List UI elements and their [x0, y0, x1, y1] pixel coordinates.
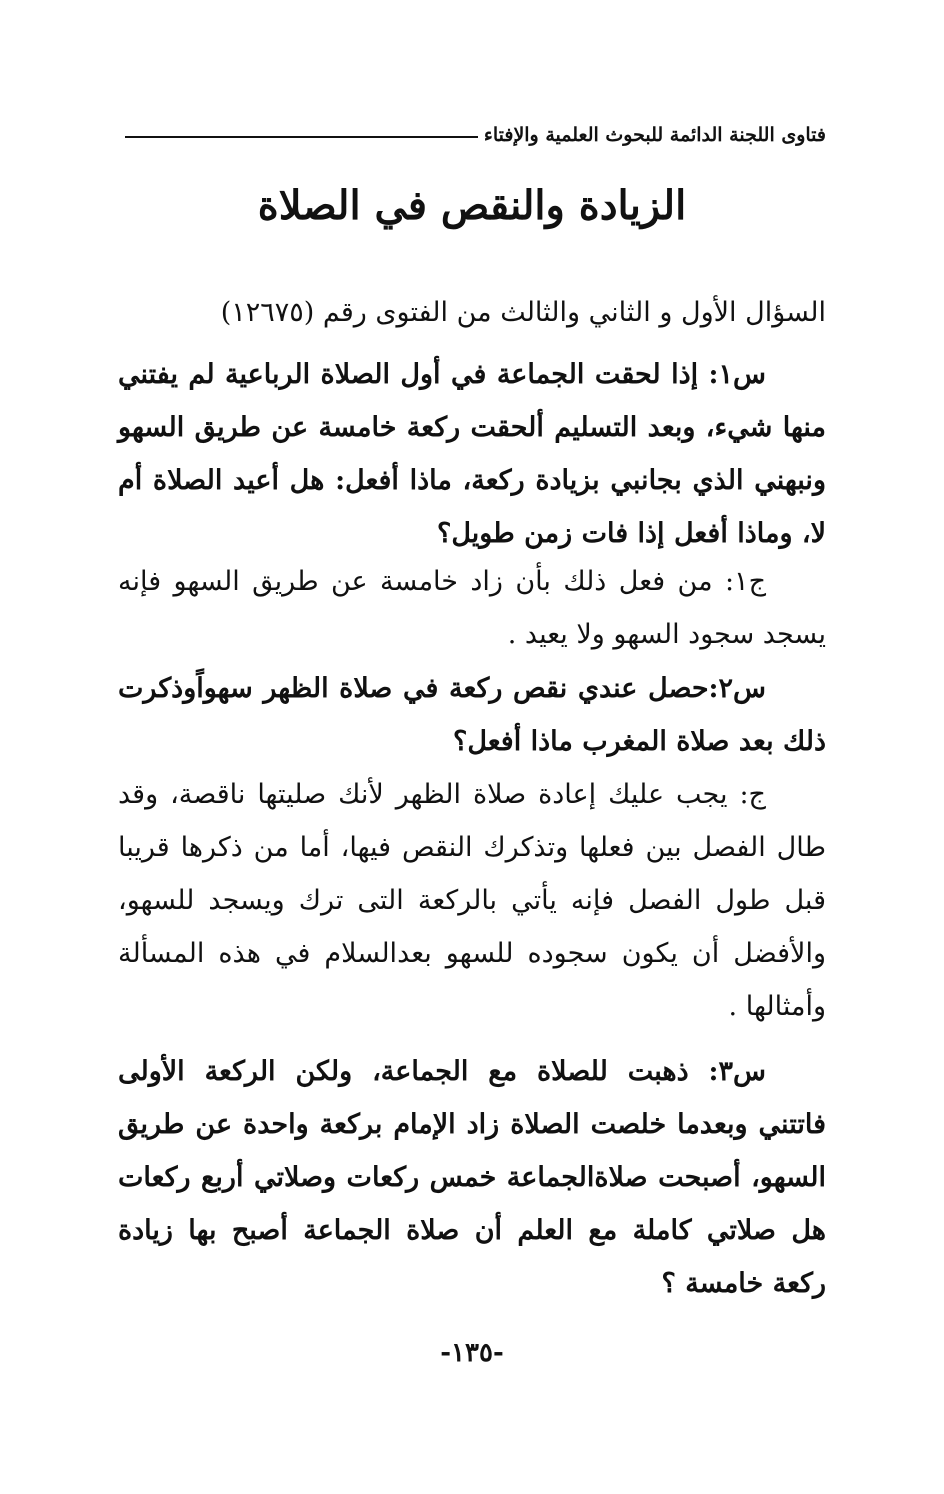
section-title: الزيادة والنقص في الصلاة — [257, 182, 687, 229]
fatwa-intro: السؤال الأول و الثاني والثالث من الفتوى رقم (١٢٦٧٥) — [220, 297, 826, 328]
answer-2: ج: يجب عليك إعادة صلاة الظهر لأنك صليتها ناقصة، وقد طال الفصل بين فعلها وتذكرك النقص فيها، أما من ذكرها قريبا قبل طول الفصل فإنه يأتي بالركعة التى ترك ويسجد للسهو، والأفضل أن يكون سجوده للسهو بعدالسلام في هذه المسألة وأمثالها . — [118, 779, 826, 1022]
header-rule — [125, 136, 478, 138]
running-title: فتاوى اللجنة الدائمة للبحوث العلمية والإفتاء — [483, 124, 826, 146]
running-header — [125, 118, 826, 152]
answer-1: ج١: من فعل ذلك بأن زاد خامسة عن طريق السهو فإنه يسجد سجود السهو ولا يعيد . — [118, 566, 826, 650]
page-number: -١٣٥- — [440, 1338, 504, 1368]
question-3: س٣: ذهبت للصلاة مع الجماعة، ولكن الركعة الأولى فاتتني وبعدما خلصت الصلاة زاد الإمام بركعة واحدة عن طريق السهو، أصبحت صلاةالجماعة خمس ركعات وصلاتي أربع ركعات هل صلاتي كاملة مع العلم أن صلاة الجماعة أصبح بها زيادة ركعة خامسة ؟ — [118, 1056, 827, 1299]
question-1: س١: إذا لحقت الجماعة في أول الصلاة الرباعية لم يفتني منها شيء، وبعد التسليم ألحقت ركعة خامسة عن طريق السهو ونبهني الذي بجانبي بزيادة ركعة، ماذا أفعل: هل أعيد الصلاة أم لا، وماذا أفعل إذا فات زمن طويل؟ — [118, 359, 826, 549]
question-2: س٢:حصل عندي نقص ركعة في صلاة الظهر سهواًوذكرت ذلك بعد صلاة المغرب ماذا أفعل؟ — [118, 673, 826, 757]
